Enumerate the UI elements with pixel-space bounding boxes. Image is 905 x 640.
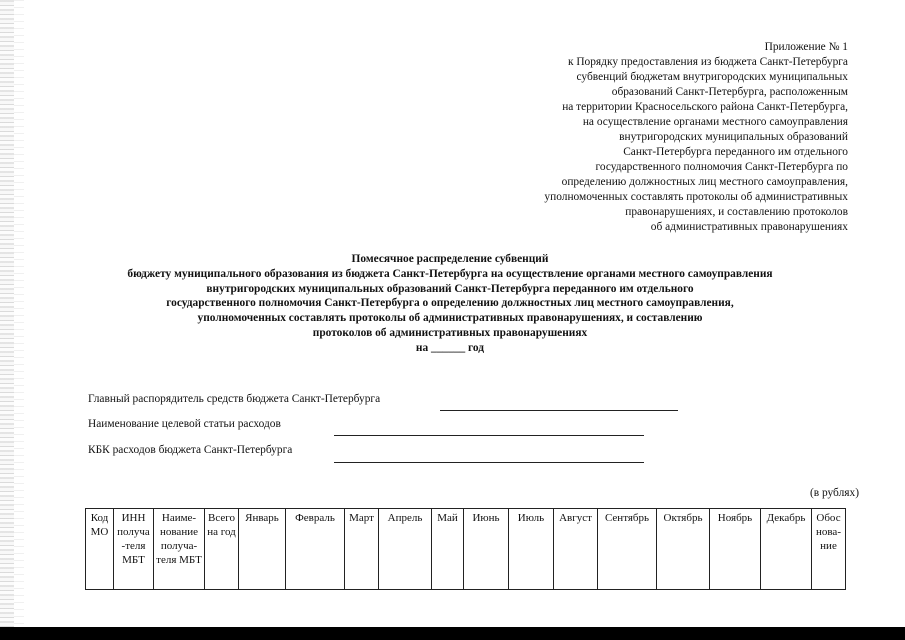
- appendix-line: на территории Красносельского района Санкт-Петербурга,: [562, 101, 848, 113]
- kbk-underline: [334, 462, 644, 463]
- target-item-label: Наименование целевой статьи расходов: [88, 418, 281, 430]
- kbk-label: КБК расходов бюджета Санкт-Петербурга: [88, 444, 293, 456]
- title-year-line: на ______ год: [415, 341, 485, 354]
- col-header-inn: ИНН получа -теля МБТ: [114, 509, 154, 590]
- appendix-block: [468, 40, 848, 235]
- target-item-underline: [334, 435, 644, 436]
- title-line: государственного полномочия Санкт-Петербурга о определению должностных лиц местного самоуправления,: [166, 297, 734, 310]
- appendix-line: правонарушениях, и составлению протоколов: [625, 206, 848, 218]
- appendix-line: субвенций бюджетам внутригородских муниципальных: [576, 71, 848, 83]
- col-header-december: Декабрь: [761, 509, 812, 590]
- col-header-november: Ноябрь: [710, 509, 761, 590]
- appendix-line: об административных правонарушениях: [650, 221, 848, 233]
- col-header-january: Январь: [239, 509, 286, 590]
- appendix-line: государственного полномочия Санкт-Петербурга по: [595, 161, 848, 173]
- col-header-april: Апрель: [379, 509, 432, 590]
- col-header-september: Сентябрь: [598, 509, 657, 590]
- col-header-july: Июль: [509, 509, 554, 590]
- scan-edge-artifact-light: [14, 0, 24, 640]
- col-header-may: Май: [432, 509, 464, 590]
- distributor-label: Главный распорядитель средств бюджета Санкт-Петербурга: [88, 393, 381, 405]
- col-header-mo-code: Код МО: [86, 509, 114, 590]
- appendix-line: определению должностных лиц местного самоуправления,: [561, 176, 848, 188]
- scan-edge-artifact: [0, 0, 14, 640]
- title-line: протоколов об административных правонарушениях: [312, 326, 588, 339]
- title-line: бюджету муниципального образования из бюджета Санкт-Петербурга на осуществление органами местного самоуправления: [127, 267, 773, 280]
- title-line: Помесячное распределение субвенций: [351, 253, 549, 265]
- col-header-february: Февраль: [286, 509, 345, 590]
- appendix-line: внутригородских муниципальных образований: [619, 131, 848, 143]
- col-header-march: Март: [345, 509, 379, 590]
- scan-bottom-border: [0, 627, 905, 640]
- table-header-row: [86, 509, 846, 590]
- distribution-table: [85, 508, 846, 590]
- col-header-justification: Обос нова- ние: [812, 509, 846, 590]
- title-line: уполномоченных составлять протоколы об административных правонарушениях, и составлению: [197, 312, 703, 325]
- units-label: (в рублях): [809, 487, 859, 499]
- appendix-line: Приложение № 1: [764, 41, 848, 53]
- distributor-underline: [440, 410, 678, 411]
- appendix-line: к Порядку предоставления из бюджета Санкт-Петербурга: [567, 56, 848, 68]
- appendix-line: уполномоченных составлять протоколы об административных: [544, 191, 848, 203]
- appendix-line: Санкт-Петербурга переданного им отдельного: [623, 146, 848, 158]
- appendix-line: образований Санкт-Петербурга, расположенным: [611, 86, 848, 98]
- col-header-recipient-name: Наиме- нование получа- теля МБТ: [154, 509, 205, 590]
- col-header-june: Июнь: [464, 509, 509, 590]
- title-line: внутригородских муниципальных образований Санкт-Петербурга переданного им отдельного: [206, 282, 694, 295]
- col-header-year-total: Всего на год: [205, 509, 239, 590]
- appendix-line: на осуществление органами местного самоуправления: [582, 116, 848, 128]
- col-header-august: Август: [554, 509, 598, 590]
- col-header-october: Октябрь: [657, 509, 710, 590]
- document-title: [60, 252, 840, 356]
